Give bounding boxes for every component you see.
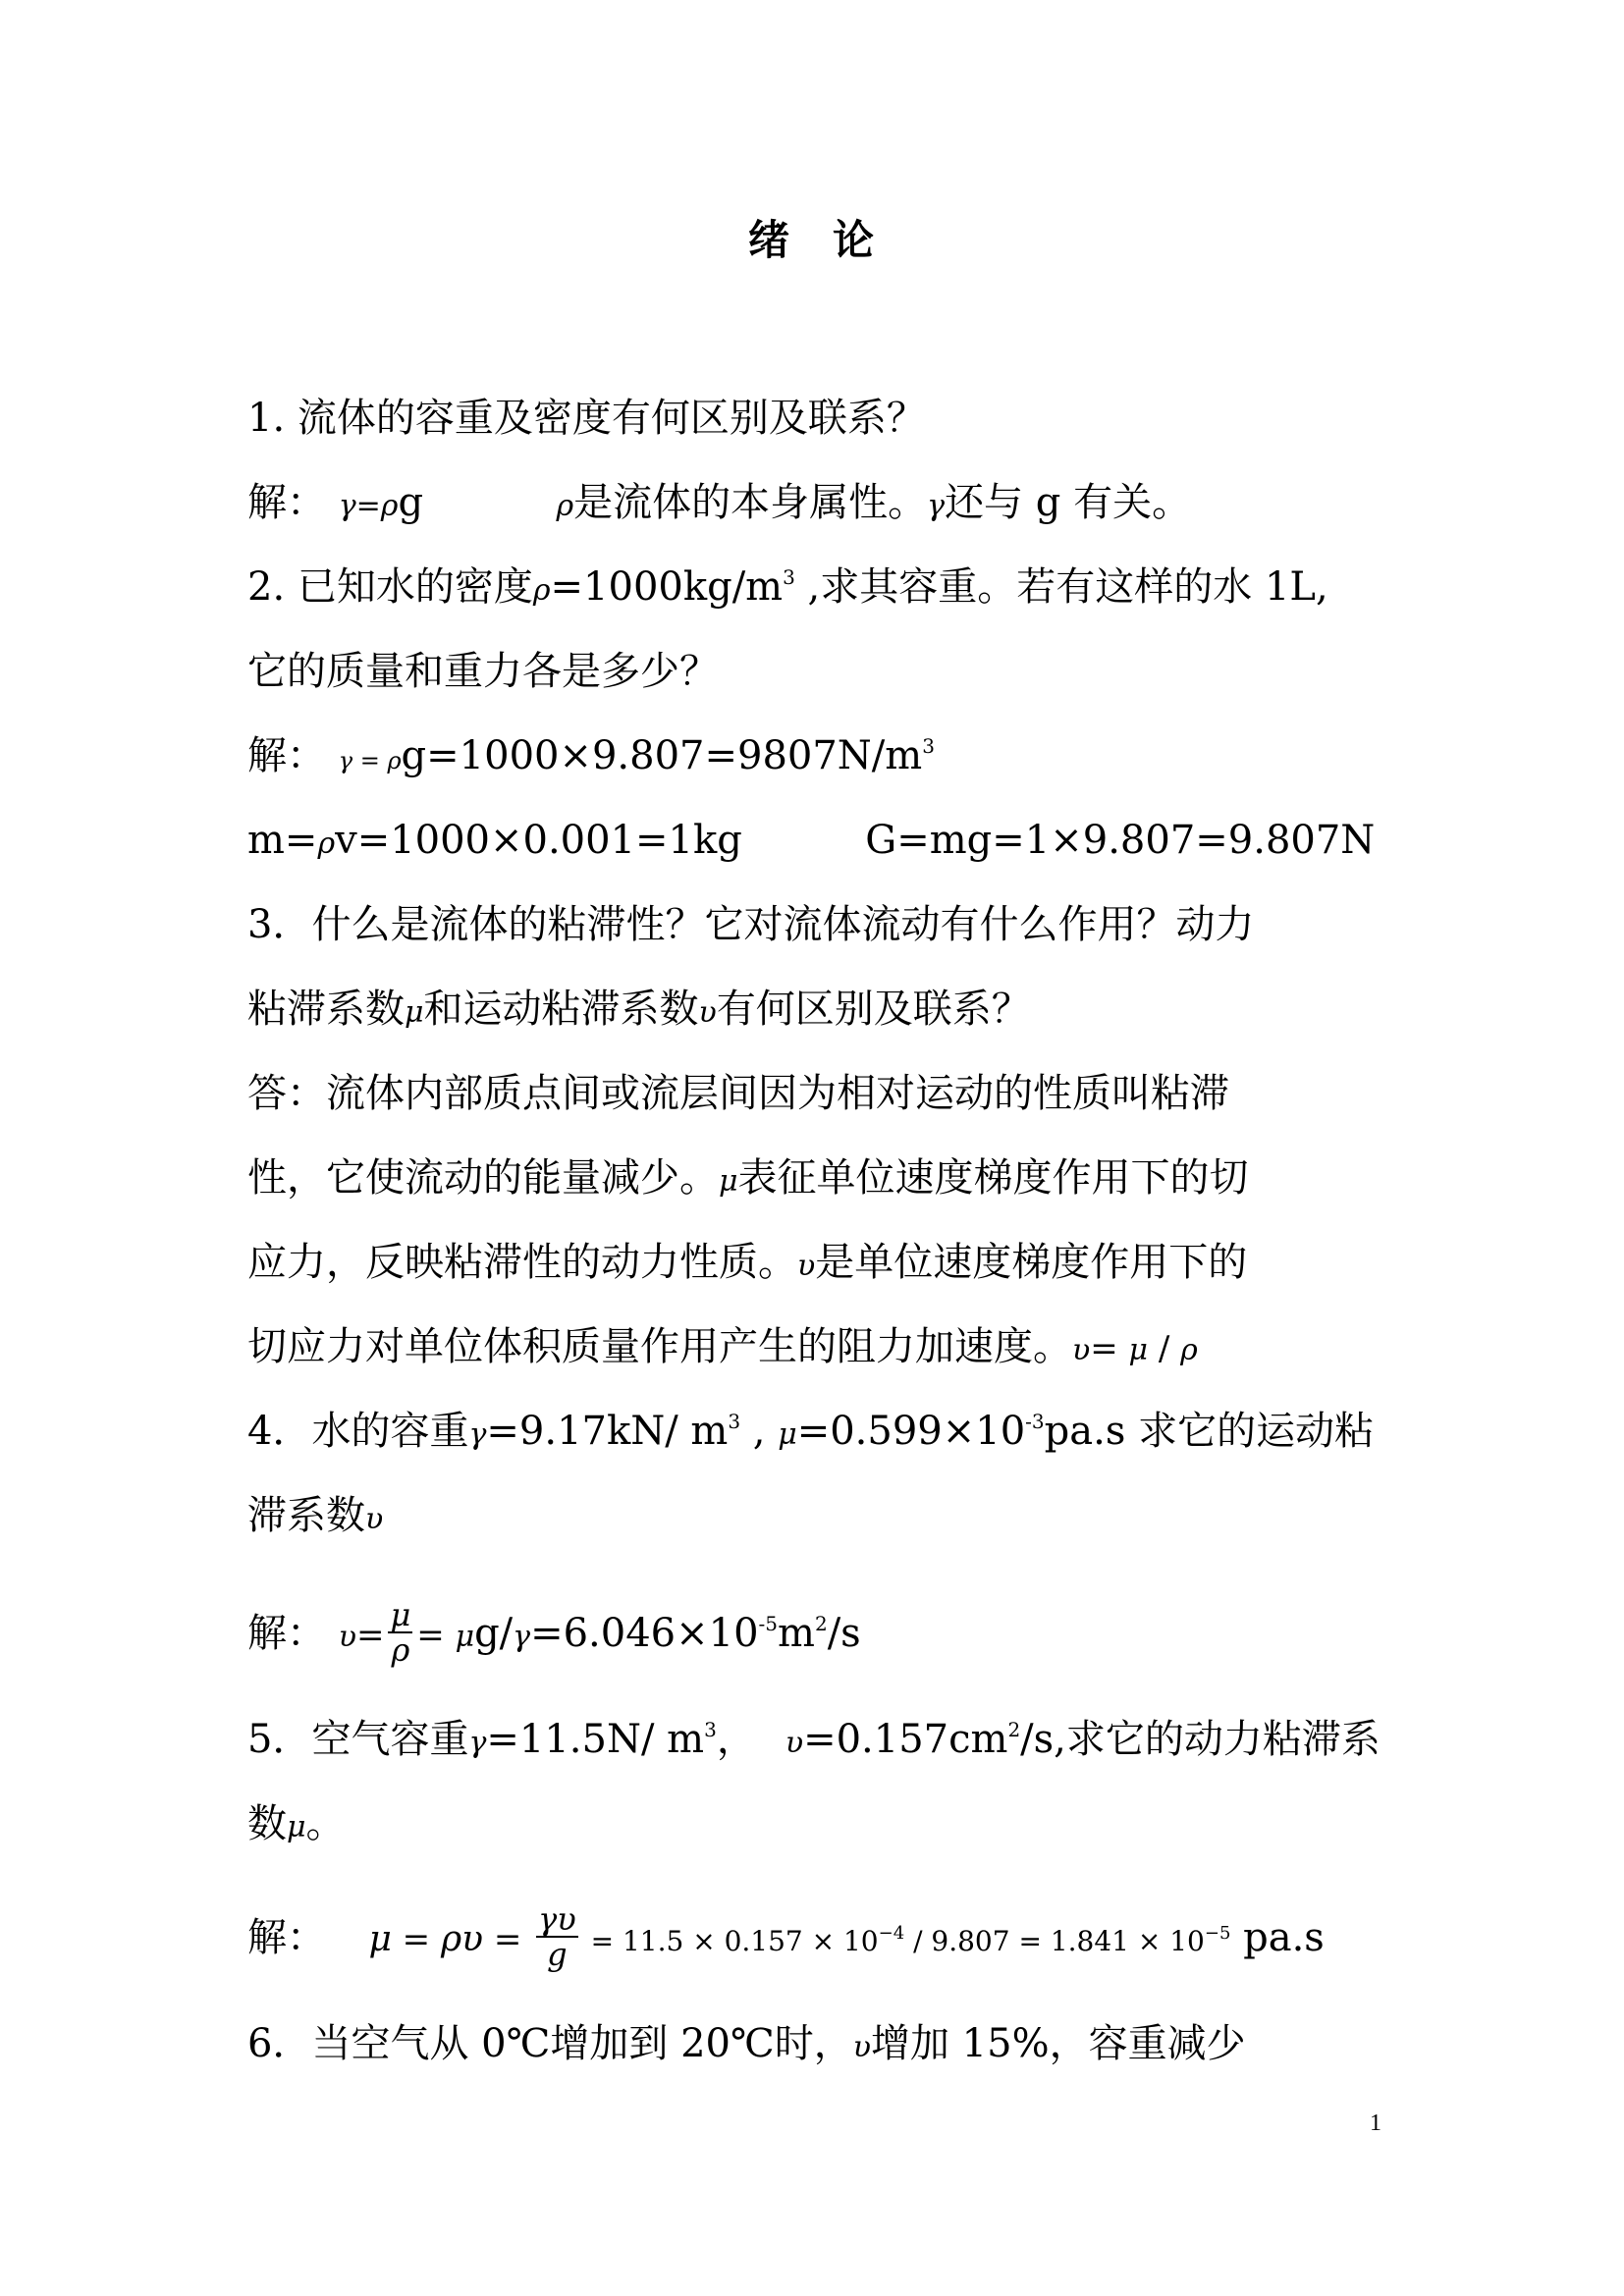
superscript: 3: [704, 1718, 717, 1741]
answer-2-mass: v=1000×0.001=1kg: [335, 818, 742, 863]
rho-symbol: ρ: [387, 747, 402, 774]
question-2-text-b: ,求其容重。若有这样的水 1L,: [794, 564, 1328, 610]
superscript: 2: [814, 1612, 828, 1635]
nu-symbol: υ: [365, 1502, 384, 1536]
answer-1-text-b: 还与 g 有关。: [945, 480, 1192, 525]
rho-symbol: ρ: [532, 573, 551, 608]
answer-4-text-a: g/: [474, 1611, 514, 1656]
answer-label: 解：: [247, 733, 326, 778]
nu-symbol: υ: [785, 1726, 804, 1760]
answer-3-text-b: 性，它使流动的能量减少。: [247, 1155, 719, 1201]
divide-symbol: /: [1148, 1329, 1181, 1368]
gamma-symbol: γ: [927, 489, 946, 523]
question-3-text-d: 有何区别及联系？: [716, 987, 1031, 1032]
question-2-text-c: 它的质量和重力各是多少？: [247, 649, 719, 694]
question-4-line-1: [247, 1404, 1386, 1459]
question-5-text-d: 。: [305, 1801, 346, 1846]
page-title: [0, 208, 1624, 267]
answer-2-line-1: 解： $\gamma = \rho g=1000\times 9.807=9807N/m^3$: [247, 733, 935, 778]
equals-symbol: =: [483, 1920, 533, 1959]
gamma-symbol: γ: [513, 1620, 531, 1654]
answer-label: 解：: [247, 1611, 326, 1656]
nu-symbol: υ: [852, 2030, 871, 2064]
answer-1-text-a: 是流体的本身属性。: [573, 480, 928, 525]
rho-symbol: ρ: [380, 489, 399, 523]
separator: ，: [716, 1717, 756, 1762]
mu-symbol: μ: [287, 1810, 306, 1844]
question-4-text-a: 4．水的容重: [247, 1409, 469, 1454]
mu-symbol: μ: [405, 995, 424, 1030]
question-3-line-2: [247, 982, 1386, 1037]
gamma-symbol: γ: [338, 489, 356, 523]
question-1: [247, 391, 1386, 446]
equals-symbol: =: [1090, 1329, 1129, 1368]
equals-symbol: =: [355, 1616, 385, 1655]
nu-symbol: υ: [797, 1249, 816, 1283]
nu-symbol: υ: [338, 1620, 356, 1654]
answer-3-text-d: 应力，反映粘滞性的动力性质。: [247, 1240, 797, 1285]
answer-3-text-e: 是单位速度梯度作用下的: [815, 1240, 1248, 1285]
answer-1: [247, 475, 1386, 530]
title-char-1: 绪: [747, 216, 791, 264]
fraction-denominator: ρ: [391, 1631, 410, 1669]
answer-2-weight: g=1000×9.807=9807N/m: [401, 733, 923, 778]
question-1-text: 1. 流体的容重及密度有何区别及联系？: [247, 396, 926, 441]
question-3-text-c: 和运动粘滞系数: [423, 987, 699, 1032]
nu-symbol: υ: [1072, 1333, 1091, 1367]
superscript: 3: [783, 565, 795, 589]
question-2-line-2: [247, 644, 1386, 699]
gamma-symbol: γ: [468, 1726, 487, 1760]
equals-symbol: =: [391, 1920, 441, 1959]
question-3-line-1: [247, 897, 1386, 952]
question-6-line-1: [247, 2016, 1386, 2071]
question-5-text-c: 数: [247, 1801, 287, 1846]
question-4-line-2: [247, 1488, 1386, 1543]
superscript: 3: [728, 1410, 741, 1433]
answer-4: [247, 1596, 1386, 1669]
question-5-text-b: /s,求它的动力粘滞系: [1020, 1717, 1380, 1762]
fraction-numerator: μ: [390, 1596, 411, 1633]
g-symbol: g: [398, 480, 424, 525]
fraction-mu-over-rho: [388, 1598, 412, 1667]
question-5-line-1: [247, 1712, 1386, 1767]
page-number: 1: [1370, 2110, 1381, 2136]
superscript: 3: [922, 734, 935, 758]
answer-3-line-1: [247, 1066, 1386, 1121]
question-2-text-a: 2. 已知水的密度: [247, 564, 533, 610]
rho-symbol: ρ: [556, 489, 574, 523]
question-3-text-b: 粘滞系数: [247, 987, 405, 1032]
fraction-gamma-nu-over-g: [536, 1902, 578, 1971]
rho-symbol: ρ: [440, 1919, 462, 1959]
answer-4-value: =6.046×10: [530, 1611, 759, 1656]
question-5-weight: =11.5N/ m: [486, 1717, 705, 1762]
question-4-text-c: 滞系数: [247, 1493, 365, 1538]
question-4-text-b: pa.s 求它的运动粘: [1044, 1409, 1375, 1454]
question-4-mu-value: =0.599×10: [796, 1409, 1026, 1454]
answer-label: 解：: [247, 1915, 326, 1960]
rho-symbol: ρ: [317, 827, 336, 861]
gamma-symbol: γ: [468, 1417, 487, 1452]
exponent: −4: [878, 1923, 905, 1944]
gamma-symbol: γ: [338, 747, 353, 774]
unit-per-s: /s: [827, 1611, 861, 1656]
answer-label: 解：: [247, 480, 326, 525]
mu-symbol: μ: [778, 1417, 797, 1452]
question-6-text-b: 增加 15%，容重减少: [870, 2021, 1246, 2066]
exponent: −5: [1204, 1923, 1231, 1944]
answer-2-gravity: G=mg=1×9.807=9.807N: [865, 818, 1376, 863]
superscript: 2: [1007, 1718, 1021, 1741]
answer-2-line-2: [247, 813, 1386, 868]
exponent: -5: [758, 1612, 779, 1635]
answer-3-line-4: [247, 1319, 1386, 1374]
question-3-text-a: 3．什么是流体的粘滞性？它对流体流动有什么作用？动力: [247, 902, 1255, 947]
title-char-2: 论: [833, 216, 877, 264]
answer-3-text-c: 表征单位速度梯度作用下的切: [737, 1155, 1249, 1201]
exponent: -3: [1025, 1410, 1045, 1433]
answer-3-line-2: [247, 1150, 1386, 1205]
separator: ,: [740, 1409, 779, 1454]
question-2-density: =1000kg/m: [550, 564, 784, 610]
question-2-line-1: [247, 560, 1386, 614]
answer-3-line-3: [247, 1235, 1386, 1290]
answer-3-text-f: 切应力对单位体积质量作用产生的阻力加速度。: [247, 1324, 1072, 1369]
question-5-text-a: 5．空气容重: [247, 1717, 469, 1762]
unit-pa-s: pa.s: [1230, 1915, 1325, 1960]
question-4-weight: =9.17kN/ m: [486, 1409, 729, 1454]
mu-symbol: μ: [455, 1620, 475, 1654]
answer-5: [247, 1900, 1386, 1973]
mass-label: m=: [247, 818, 318, 863]
nu-symbol: υ: [461, 1919, 484, 1959]
question-5-line-2: [247, 1796, 1386, 1851]
rho-symbol: ρ: [1180, 1333, 1198, 1367]
unit-m: m: [778, 1611, 815, 1656]
answer-5-expr-a: = 11.5 × 0.157 × 10: [581, 1925, 879, 1957]
answer-3-text-a: 答：流体内部质点间或流层间因为相对运动的性质叫粘滞: [247, 1071, 1229, 1116]
mu-symbol: μ: [719, 1164, 738, 1199]
fraction-denominator: g: [547, 1936, 568, 1973]
mu-symbol: μ: [1128, 1333, 1149, 1367]
mu-symbol: μ: [368, 1919, 392, 1959]
equals-symbol: =: [416, 1616, 456, 1655]
answer-5-expr-b: / 9.807 = 1.841 × 10: [904, 1925, 1205, 1957]
question-5-nu-value: =0.157cm: [803, 1717, 1008, 1762]
equals-symbol: =: [355, 489, 381, 523]
question-6-text-a: 6．当空气从 0℃增加到 20℃时，: [247, 2021, 853, 2066]
nu-symbol: υ: [698, 995, 717, 1030]
fraction-numerator: γυ: [538, 1900, 576, 1938]
